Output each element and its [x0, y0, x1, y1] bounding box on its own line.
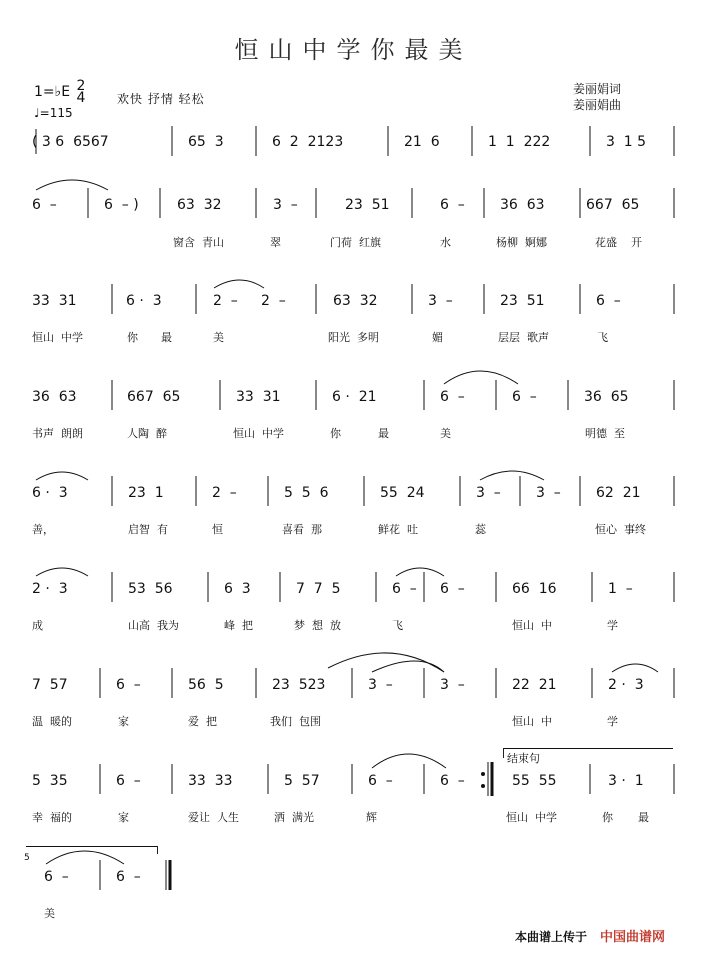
score-line-2 — [30, 197, 680, 219]
measure: 3 – — [428, 293, 453, 309]
score-line-9 — [30, 869, 680, 891]
measure: 6 – — [392, 581, 417, 597]
score-line-8 — [30, 773, 680, 795]
song-title: 恒山中学你最美 — [234, 36, 473, 64]
lyric: 层层 歌声 — [498, 331, 549, 344]
measure: 6 – — [440, 197, 465, 213]
measure: 6 – — [116, 869, 141, 885]
measure: 6 – — [32, 197, 57, 213]
lyric: 飞 — [597, 331, 608, 344]
lyric: 善， — [32, 523, 54, 536]
lyric: 辉 — [366, 811, 377, 824]
lyric: 阳光 多明 — [328, 331, 379, 344]
lyric: 明德 至 — [585, 427, 625, 440]
measure: 2 – — [213, 293, 238, 309]
lyric: 爱让 人生 — [188, 811, 239, 824]
measure: 23 1 — [128, 485, 164, 501]
lyric: 人陶 醉 — [127, 427, 167, 440]
lyric: 爱 把 — [188, 715, 217, 728]
measure: 55 24 — [380, 485, 425, 501]
measure: 6 – ) — [104, 197, 139, 213]
lyrics-line-4 — [30, 425, 680, 441]
measure: 33 31 — [32, 293, 77, 309]
lyric: 我们 包围 — [270, 715, 321, 728]
lyric: 喜看 那 — [282, 523, 322, 536]
lyric: 最 — [161, 331, 172, 344]
final-ending-bracket — [26, 846, 158, 847]
lyric: 美 — [440, 427, 451, 440]
measure: 33 33 — [188, 773, 233, 789]
lyric: 恒山 中学 — [506, 811, 557, 824]
ending-bracket — [503, 748, 673, 749]
measure: 6 – — [440, 773, 465, 789]
measure: 6 – — [596, 293, 621, 309]
time-signature — [77, 80, 86, 104]
lyric: 门荷 红旗 — [330, 236, 381, 249]
lyric: 翠 — [270, 236, 281, 249]
ending-label: 结束句 — [507, 752, 540, 765]
lyric: 飞 — [392, 619, 403, 632]
measure: 2 – — [212, 485, 237, 501]
measure: 3 1 5 — [606, 134, 647, 150]
lyric: 洒 满光 — [274, 811, 314, 824]
measure: 66 16 — [512, 581, 557, 597]
measure: 63 32 — [177, 197, 222, 213]
measure: 3 – — [273, 197, 298, 213]
lyric: 最 — [378, 427, 389, 440]
measure: 7 57 — [32, 677, 68, 693]
measure: 6 2 2123 — [272, 134, 344, 150]
measure: 6 3 — [224, 581, 251, 597]
measure: 3 – — [440, 677, 465, 693]
score-line-5 — [30, 485, 680, 507]
measure: 23 51 — [500, 293, 545, 309]
measure: 53 56 — [128, 581, 173, 597]
measure: 7 7 5 — [296, 581, 341, 597]
measure: 6 · 3 — [32, 485, 68, 501]
measure: 55 55 — [512, 773, 557, 789]
fermata-number: 5 — [24, 853, 30, 863]
measure: 21 6 — [404, 134, 440, 150]
measure: 63 32 — [333, 293, 378, 309]
lyric: 学 — [607, 619, 618, 632]
lyric: 启智 有 — [128, 523, 168, 536]
lyric: 杨柳 婀娜 — [496, 236, 547, 249]
key-signature-text: 1=♭E — [34, 84, 71, 100]
score-line-1 — [30, 134, 680, 156]
lyric: 梦 想 放 — [294, 619, 341, 632]
tempo-mark: ♩=115 — [34, 106, 73, 120]
lyrics-line-9 — [30, 905, 680, 921]
lyrics-line-3 — [30, 329, 680, 345]
ending-bracket-tick — [503, 748, 504, 758]
measure: 667 65 — [586, 197, 640, 213]
measure: 667 65 — [127, 389, 181, 405]
site-logo[interactable]: 中国曲谱网 — [600, 930, 666, 945]
score-line-7 — [30, 677, 680, 699]
measure: 3 · 1 — [608, 773, 644, 789]
lyric: 峰 把 — [224, 619, 253, 632]
lyric: 恒山 中 — [512, 619, 552, 632]
time-denominator: 4 — [76, 90, 86, 106]
lyric: 书声 朗朗 — [32, 427, 83, 440]
lyric: 恒山 中学 — [233, 427, 284, 440]
measure: 5 57 — [284, 773, 320, 789]
measure: 36 65 — [584, 389, 629, 405]
lyric: 你 — [330, 427, 341, 440]
measure: ( 3 6 6567 — [32, 134, 109, 150]
measure: 36 63 — [32, 389, 77, 405]
lyric: 恒 — [212, 523, 223, 536]
lyric: 鲜花 吐 — [378, 523, 418, 536]
lyric: 水 — [440, 236, 451, 249]
measure: 6 – — [116, 677, 141, 693]
lyrics-line-6 — [30, 617, 680, 633]
lyric: 媚 — [432, 331, 443, 344]
measure: 2 – — [261, 293, 286, 309]
measure: 5 5 6 — [284, 485, 329, 501]
lyric: 窗含 青山 — [173, 236, 224, 249]
measure: 3 – — [368, 677, 393, 693]
lyric: 美 — [213, 331, 224, 344]
measure: 62 21 — [596, 485, 641, 501]
time-numerator: 2 — [76, 78, 86, 94]
measure: 6 – — [116, 773, 141, 789]
lyricist-credit: 姜丽娟词 — [573, 82, 622, 96]
measure: 6 · 21 — [332, 389, 377, 405]
lyrics-line-8 — [30, 809, 680, 825]
measure: 6 · 3 — [126, 293, 162, 309]
measure: 65 3 — [188, 134, 224, 150]
lyrics-line-5 — [30, 521, 680, 537]
measure: 3 – — [536, 485, 561, 501]
key-signature — [34, 80, 85, 104]
lyric: 家 — [118, 811, 129, 824]
measure: 6 – — [440, 389, 465, 405]
measure: 2 · 3 — [608, 677, 644, 693]
lyric: 恒山 中 — [512, 715, 552, 728]
lyric: 蕊 — [475, 523, 486, 536]
lyric: 幸 福的 — [32, 811, 72, 824]
measure: 22 21 — [512, 677, 557, 693]
composer-credit: 姜丽娟曲 — [573, 98, 622, 112]
score-line-3 — [30, 293, 680, 315]
expression-mark: 欢快 抒情 轻松 — [117, 92, 205, 106]
measure: 2 · 3 — [32, 581, 68, 597]
score-line-4 — [30, 389, 680, 411]
lyric: 学 — [607, 715, 618, 728]
lyric: 花盛 开 — [595, 236, 642, 249]
lyric: 恒心 事终 — [595, 523, 646, 536]
lyrics-line-2 — [30, 234, 680, 250]
measure: 36 63 — [500, 197, 545, 213]
lyric: 你 — [127, 331, 138, 344]
measure: 6 – — [440, 581, 465, 597]
measure: 6 – — [44, 869, 69, 885]
measure: 56 5 — [188, 677, 224, 693]
measure: 23 51 — [345, 197, 390, 213]
lyric: 家 — [118, 715, 129, 728]
measure: 33 31 — [236, 389, 281, 405]
final-ending-bracket-tick — [157, 846, 158, 854]
lyric: 成 — [32, 619, 43, 632]
measure: 1 – — [608, 581, 633, 597]
measure: 23 523 — [272, 677, 326, 693]
lyric: 山高 我为 — [128, 619, 179, 632]
lyric: 最 — [638, 811, 649, 824]
measure: 5 35 — [32, 773, 68, 789]
lyric: 美 — [44, 907, 55, 920]
lyric: 温 暖的 — [32, 715, 72, 728]
lyric: 你 — [602, 811, 613, 824]
measure: 3 – — [476, 485, 501, 501]
measure: 1 1 222 — [488, 134, 551, 150]
lyric: 恒山 中学 — [32, 331, 83, 344]
measure: 6 – — [512, 389, 537, 405]
lyrics-line-7 — [30, 713, 680, 729]
measure: 6 – — [368, 773, 393, 789]
score-line-6 — [30, 581, 680, 603]
upload-note: 本曲谱上传于 — [515, 930, 588, 944]
